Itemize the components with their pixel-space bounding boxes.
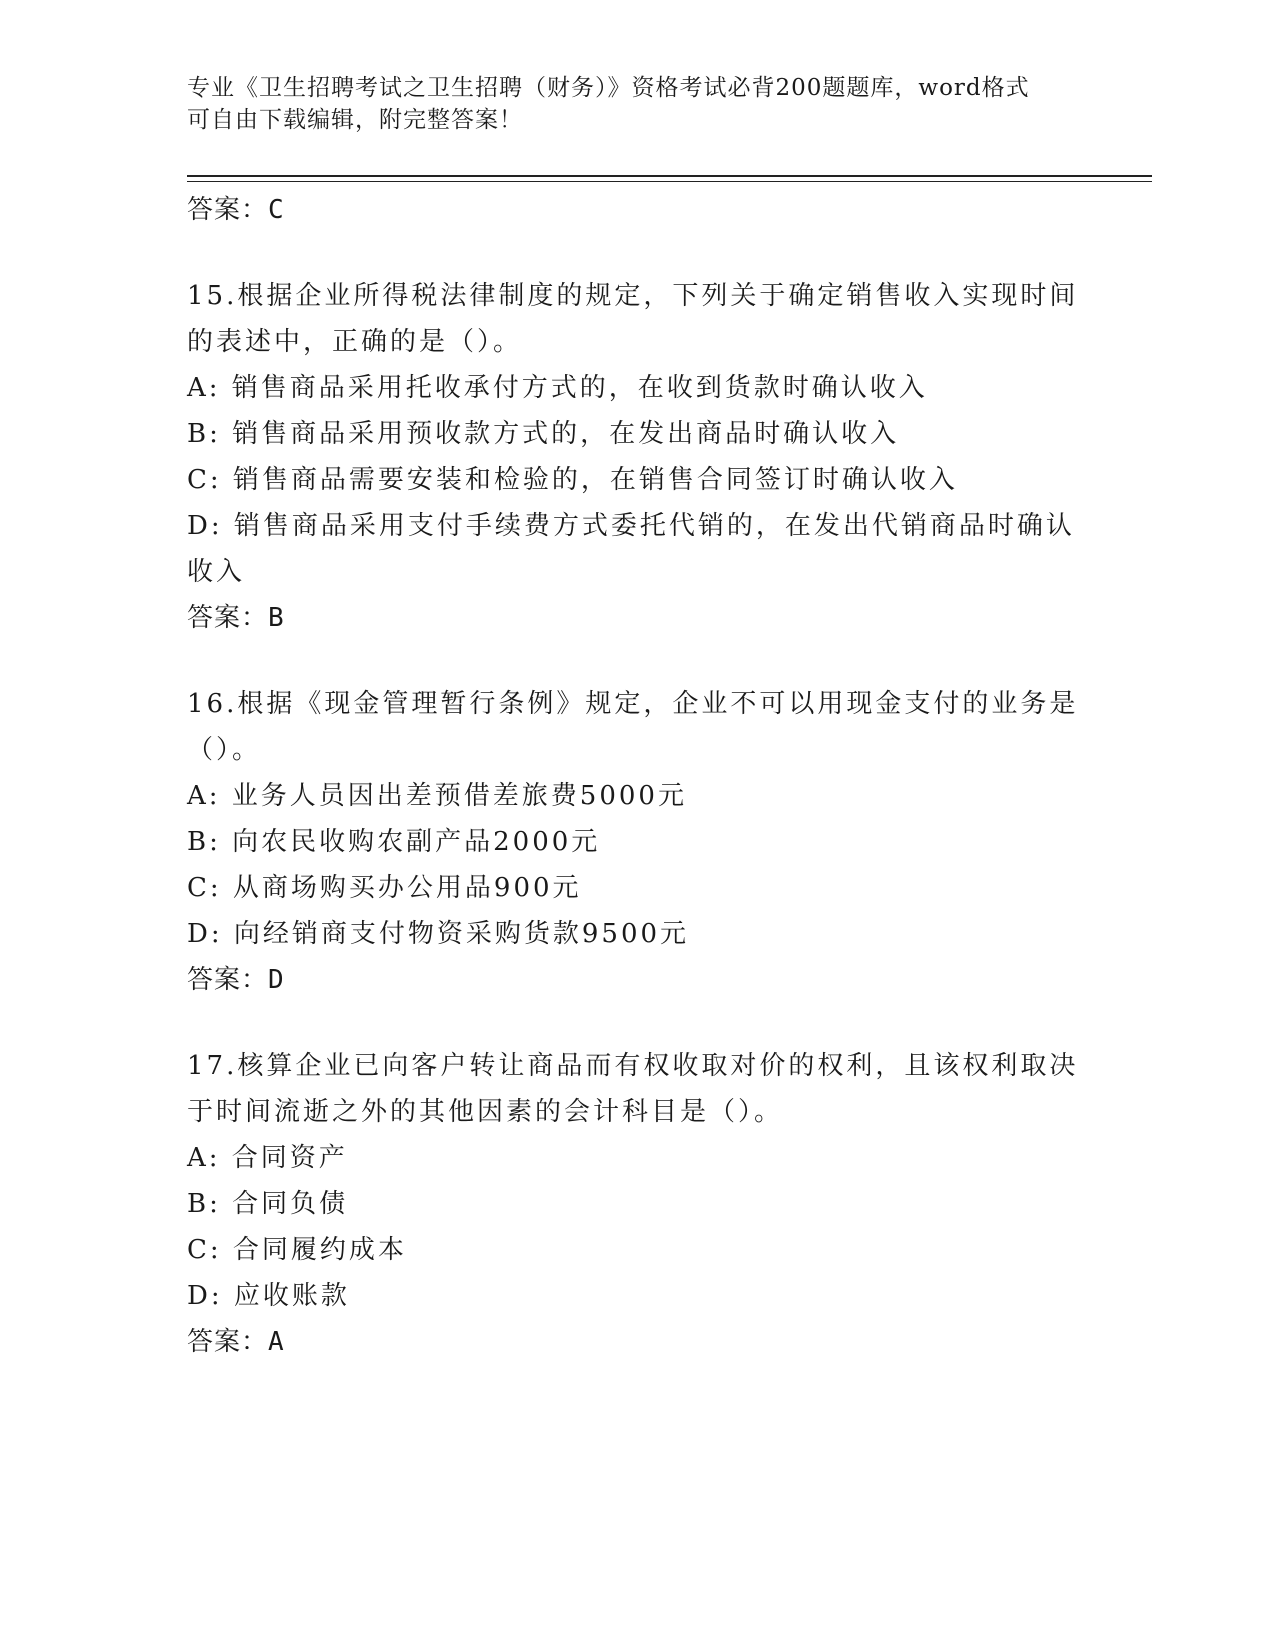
option-a: A: 业务人员因出差预借差旅费5000元 xyxy=(187,781,687,811)
question-stem: 16.根据《现金管理暂行条例》规定，企业不可以用现金支付的业务是（）。 xyxy=(187,689,1079,765)
option-c: C: 销售商品需要安装和检验的，在销售合同签订时确认收入 xyxy=(187,465,958,495)
option-b: B: 向农民收购农副产品2000元 xyxy=(187,827,601,857)
question-stem: 17.核算企业已向客户转让商品而有权收取对价的权利，且该权利取决于时间流逝之外的其他因素的会计科目是（）。 xyxy=(187,1051,1079,1127)
option-b: B: 销售商品采用预收款方式的，在发出商品时确认收入 xyxy=(187,419,900,449)
answer-line: 答案：A xyxy=(187,1327,285,1357)
option-c: C: 合同履约成本 xyxy=(187,1235,407,1265)
option-d: D: 应收账款 xyxy=(187,1281,350,1311)
header-divider-thin xyxy=(187,181,1152,182)
answer-line: 答案：C xyxy=(187,195,285,225)
question-stem: 15.根据企业所得税法律制度的规定，下列关于确定销售收入实现时间的表述中，正确的是（）。 xyxy=(187,281,1079,357)
option-a: A: 销售商品采用托收承付方式的，在收到货款时确认收入 xyxy=(187,373,928,403)
option-a: A: 合同资产 xyxy=(187,1143,348,1173)
document-header: 专业《卫生招聘考试之卫生招聘（财务）》资格考试必背200题题库，word格式 可自由下载编辑，附完整答案！ xyxy=(187,75,1030,133)
question-15 xyxy=(187,273,1087,641)
option-b: B: 合同负债 xyxy=(187,1189,349,1219)
option-d: D: 向经销商支付物资采购货款9500元 xyxy=(187,919,690,949)
answer-line: 答案：D xyxy=(187,965,285,995)
question-17 xyxy=(187,1043,1087,1365)
answer-line: 答案：B xyxy=(187,603,285,633)
option-c: C: 从商场购买办公用品900元 xyxy=(187,873,582,903)
question-16 xyxy=(187,681,1087,1003)
header-divider-thick xyxy=(187,175,1152,177)
option-d: D: 销售商品采用支付手续费方式委托代销的，在发出代销商品时确认收入 xyxy=(187,511,1075,587)
question-list xyxy=(187,187,1087,1365)
